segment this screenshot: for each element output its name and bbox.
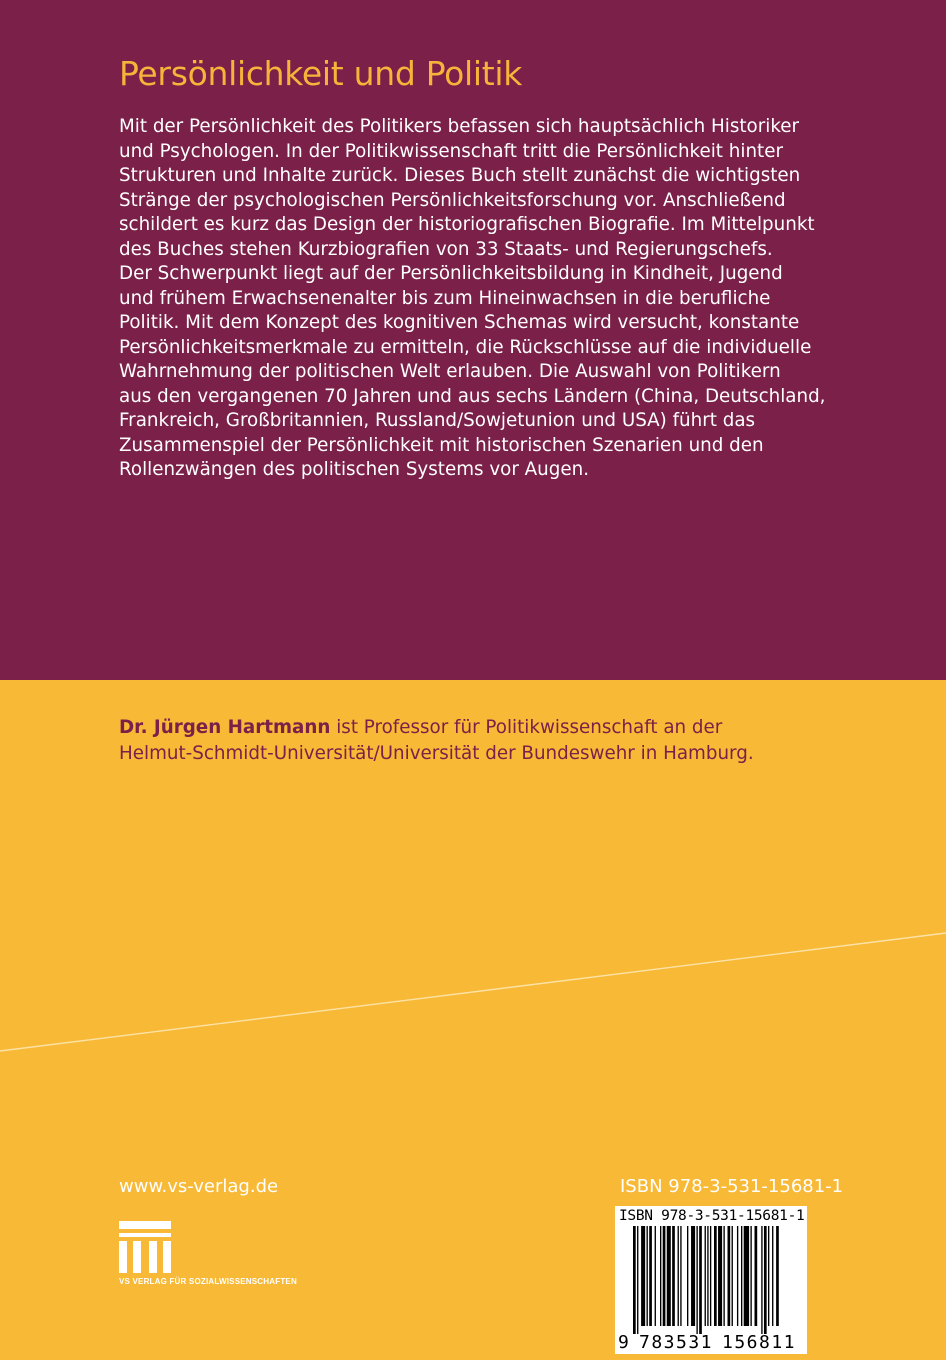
- author-bio: [119, 715, 839, 767]
- book-title: Persönlichkeit und Politik: [119, 54, 523, 93]
- barcode-digit-prefix: 9: [618, 1332, 629, 1353]
- publisher-logo-text: VS VERLAG FÜR SOZIALWISSENSCHAFTEN: [119, 1277, 297, 1286]
- barcode-bar: [667, 1226, 671, 1326]
- publisher-url[interactable]: www.vs-verlag.de: [119, 1176, 279, 1197]
- barcode-bar: [696, 1226, 697, 1334]
- barcode-bar: [687, 1226, 688, 1326]
- blurb-line: Politik. Mit dem Konzept des kognitiven Schemas wird versucht, konstante: [119, 312, 800, 333]
- barcode-bar: [744, 1226, 749, 1326]
- blurb-line: Mit der Persönlichkeit des Politikers befassen sich hauptsächlich Historiker: [119, 116, 800, 137]
- barcode-bar: [637, 1226, 638, 1334]
- barcode-bar: [699, 1226, 702, 1334]
- barcode-bar: [691, 1226, 695, 1326]
- author-bio-text: ist Professor für Politikwissenschaft an der: [330, 717, 723, 738]
- barcode-bar: [647, 1226, 648, 1326]
- barcode-bar: [710, 1226, 711, 1326]
- barcode-bar: [723, 1226, 724, 1326]
- barcode-bar: [680, 1226, 681, 1326]
- barcode-bar: [641, 1226, 645, 1326]
- barcode-bar: [750, 1226, 751, 1326]
- blurb-text: [119, 115, 839, 483]
- barcode-bar: [705, 1226, 706, 1326]
- barcode-bar: [755, 1226, 758, 1326]
- blurb-line: Der Schwerpunkt liegt auf der Persönlichkeitsbildung in Kindheit, Jugend: [119, 263, 783, 284]
- barcode-bar: [737, 1226, 738, 1326]
- barcode-bar: [768, 1226, 769, 1326]
- barcode-bar: [718, 1226, 722, 1326]
- blurb-line: Zusammenspiel der Persönlichkeit mit historischen Szenarien und den: [119, 434, 764, 456]
- barcode-bar: [663, 1226, 666, 1326]
- barcode-bar: [772, 1226, 773, 1326]
- barcode-bars-icon: [615, 1226, 807, 1336]
- barcode-bar: [761, 1226, 762, 1334]
- barcode-bar: [672, 1226, 675, 1326]
- diagonal-line: [0, 930, 946, 1055]
- blurb-line: und Psychologen. In der Politikwissenschaft tritt die Persönlichkeit hinter: [119, 140, 783, 162]
- blurb-line: Wahrnehmung der politischen Welt erlauben. Die Auswahl von Politikern: [119, 361, 781, 382]
- barcode-bar: [776, 1226, 779, 1326]
- blurb-line: Rollenzwängen des politischen Systems vor Augen.: [119, 459, 590, 480]
- barcode-bar: [764, 1226, 767, 1334]
- blurb-line: Stränge der psychologischen Persönlichkeitsforschung vor. Anschließend: [119, 189, 786, 211]
- barcode-bar: [660, 1226, 661, 1326]
- barcode-bar: [633, 1226, 636, 1334]
- barcode-bar: [707, 1226, 708, 1326]
- isbn-label: ISBN 978-3-531-15681-1: [620, 1176, 844, 1197]
- blurb-line: Strukturen und Inhalte zurück. Dieses Buch stellt zunächst die wichtigsten: [119, 165, 801, 186]
- blurb-line: Persönlichkeitsmerkmale zu ermitteln, die Rückschlüsse auf die individuelle: [119, 336, 812, 358]
- barcode-bar: [728, 1226, 731, 1326]
- barcode-bar: [655, 1226, 656, 1326]
- barcode-isbn-text: ISBN 978-3-531-15681-1: [619, 1208, 805, 1224]
- author-bio-line-1: [119, 715, 839, 741]
- barcode-bar: [649, 1226, 652, 1326]
- barcode-bar: [678, 1226, 679, 1326]
- blurb-line: und frühem Erwachsenenalter bis zum Hineinwachsen in die berufliche: [119, 287, 771, 309]
- author-name: Dr. Jürgen Hartmann: [119, 717, 331, 738]
- blurb-line: schildert es kurz das Design der historiografischen Biografie. Im Mittelpunkt: [119, 214, 815, 235]
- barcode-bar: [732, 1226, 733, 1326]
- barcode-bar: [714, 1226, 717, 1326]
- blurb-line: Frankreich, Großbritannien, Russland/Sowjetunion und USA) führt das: [119, 410, 756, 431]
- barcode-bar: [741, 1226, 742, 1326]
- barcode-digit-left: 783531: [639, 1332, 714, 1353]
- barcode-digit-right: 156811: [722, 1332, 797, 1353]
- author-bio-line-2: Helmut-Schmidt-Universität/Universität der Bundeswehr in Hamburg.: [119, 743, 754, 764]
- blurb-line: des Buches stehen Kurzbiografien von 33 Staats- und Regierungschefs.: [119, 238, 773, 260]
- barcode: [615, 1206, 807, 1354]
- blurb-line: aus den vergangenen 70 Jahren und aus sechs Ländern (China, Deutschland,: [119, 385, 826, 407]
